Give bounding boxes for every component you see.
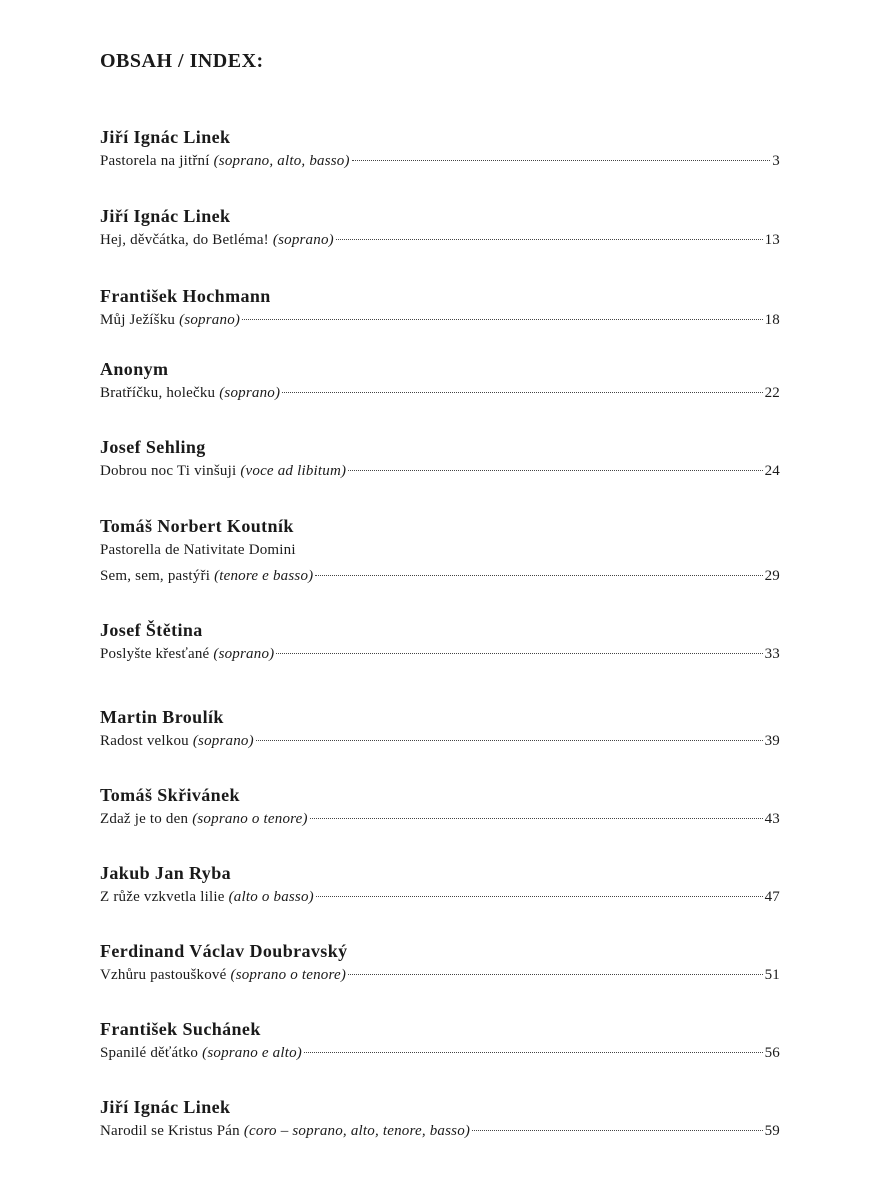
dot-leader <box>336 239 763 240</box>
index-entry <box>100 619 780 667</box>
page-number: 13 <box>764 232 780 248</box>
work-title: Hej, děvčátka, do Betléma! <box>100 232 269 248</box>
index-entry <box>100 436 780 484</box>
work-title: Pastorela na jitřní <box>100 153 210 169</box>
dot-leader <box>242 319 763 320</box>
work-line <box>100 884 780 910</box>
voicing: (soprano o tenore) <box>230 967 347 983</box>
index-entry <box>100 706 780 754</box>
composer-name: Tomáš Skřivánek <box>100 785 240 805</box>
voicing: (soprano e alto) <box>202 1045 302 1061</box>
index-entry <box>100 515 780 589</box>
index-entry <box>100 784 780 832</box>
composer-name: Tomáš Norbert Koutník <box>100 516 294 536</box>
dot-leader <box>348 974 763 975</box>
page-number: 18 <box>764 312 780 328</box>
composer-name: Ferdinand Václav Doubravský <box>100 941 348 961</box>
composer-name: Jiří Ignác Linek <box>100 206 231 226</box>
index-entry <box>100 1018 780 1066</box>
index-entry <box>100 1096 780 1144</box>
page-number: 51 <box>764 967 780 983</box>
work-title: Sem, sem, pastýři <box>100 568 211 584</box>
page-number: 3 <box>772 153 780 169</box>
dot-leader <box>310 818 763 819</box>
composer-name: Jakub Jan Ryba <box>100 863 232 883</box>
work-line <box>100 380 780 406</box>
dot-leader <box>352 160 771 161</box>
voicing: (soprano) <box>192 733 254 749</box>
dot-leader <box>282 392 762 393</box>
index-entry <box>100 358 780 406</box>
page-number: 29 <box>764 568 780 584</box>
work-title: Poslyšte křesťané <box>100 646 210 662</box>
work-title: Bratříčku, holečku <box>100 385 216 401</box>
work-subtitle: Pastorella de Nativitate Domini <box>100 542 296 558</box>
dot-leader <box>315 575 762 576</box>
index-entry <box>100 126 780 174</box>
work-line <box>100 148 780 174</box>
dot-leader <box>472 1130 763 1131</box>
composer-name: Jiří Ignác Linek <box>100 127 231 147</box>
composer-name: František Suchánek <box>100 1019 261 1039</box>
voicing: (soprano, alto, basso) <box>213 153 350 169</box>
composer-name: Josef Sehling <box>100 437 206 457</box>
voicing: (alto o basso) <box>228 889 314 905</box>
page-number: 39 <box>764 733 780 749</box>
voicing: (soprano o tenore) <box>192 811 308 827</box>
dot-leader <box>316 896 763 897</box>
work-line <box>100 458 780 484</box>
work-line <box>100 806 780 832</box>
work-line <box>100 728 780 754</box>
dot-leader <box>348 470 762 471</box>
work-line <box>100 1118 780 1144</box>
work-title: Z růže vzkvetla lilie <box>100 889 225 905</box>
dot-leader <box>276 653 762 654</box>
composer-name: Josef Štětina <box>100 620 203 640</box>
page-number: 56 <box>764 1045 780 1061</box>
page-number: 24 <box>764 463 780 479</box>
voicing: (soprano) <box>219 385 281 401</box>
voicing: (soprano) <box>213 646 275 662</box>
dot-leader <box>256 740 763 741</box>
index-entry <box>100 862 780 910</box>
composer-name: Jiří Ignác Linek <box>100 1097 231 1117</box>
voicing: (tenore e basso) <box>214 568 314 584</box>
work-title: Můj Ježíšku <box>100 312 176 328</box>
page-number: 59 <box>764 1123 780 1139</box>
composer-name: Anonym <box>100 359 169 379</box>
work-title: Vzhůru pastouškové <box>100 967 227 983</box>
page-number: 22 <box>764 385 780 401</box>
work-line <box>100 227 780 253</box>
index-entry <box>100 205 780 253</box>
work-title: Dobrou noc Ti vinšuji <box>100 463 237 479</box>
work-line <box>100 1040 780 1066</box>
work-title: Narodil se Kristus Pán <box>100 1123 240 1139</box>
work-title: Spanilé děťátko <box>100 1045 199 1061</box>
work-line <box>100 641 780 667</box>
work-title: Zdaž je to den <box>100 811 189 827</box>
voicing: (coro – soprano, alto, tenore, basso) <box>243 1123 471 1139</box>
page-number: 33 <box>764 646 780 662</box>
voicing: (soprano) <box>272 232 334 248</box>
page-number: 47 <box>764 889 780 905</box>
composer-name: Martin Broulík <box>100 707 224 727</box>
work-line <box>100 962 780 988</box>
page-number: 43 <box>764 811 780 827</box>
dot-leader <box>304 1052 763 1053</box>
composer-name: František Hochmann <box>100 286 271 306</box>
work-line <box>100 307 780 333</box>
work-title: Radost velkou <box>100 733 189 749</box>
voicing: (voce ad libitum) <box>240 463 347 479</box>
index-entry <box>100 940 780 988</box>
work-line <box>100 563 780 589</box>
index-entry <box>100 285 780 333</box>
voicing: (soprano) <box>179 312 241 328</box>
page-title: OBSAH / INDEX: <box>100 50 264 72</box>
